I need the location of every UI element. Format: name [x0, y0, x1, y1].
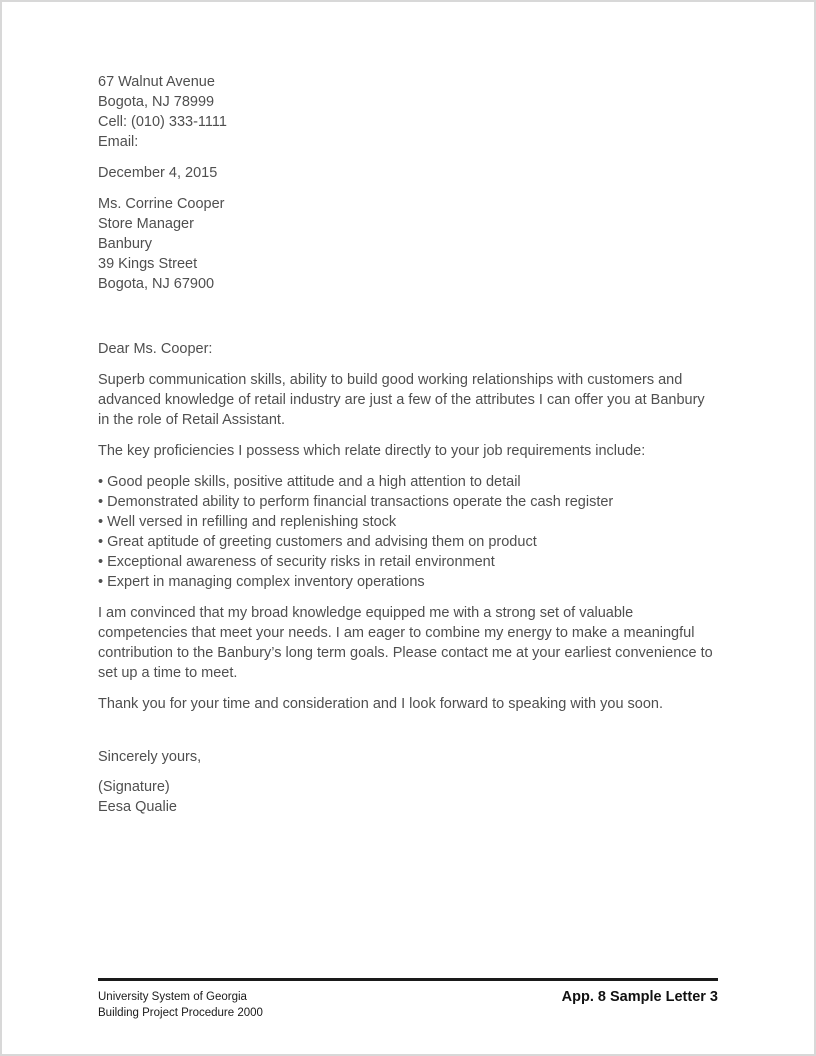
list-item: • Good people skills, positive attitude and a high attention to detail: [98, 474, 521, 490]
recipient-address-block: [98, 194, 718, 294]
footer-doc: Building Project Procedure 2000: [98, 1007, 263, 1019]
sender-address-line1: 67 Walnut Avenue: [98, 74, 215, 90]
list-item: • Well versed in refilling and replenishing stock: [98, 514, 397, 530]
paragraph-closing1: I am convinced that my broad knowledge equipped me with a strong set of valuable competencies that meet your needs. I am eager to combine my energy to make a meaningful contribution to the Banbury’s long term goals. Please contact me at your earliest convenience to set up a time to meet.: [98, 605, 713, 681]
sender-address-line2: Bogota, NJ 78999: [98, 94, 215, 110]
date-block: [98, 163, 718, 183]
paragraph-proficiencies-lead: The key proficiencies I possess which relate directly to your job requirements include:: [98, 443, 646, 459]
spacer: [98, 767, 718, 777]
footer-divider: [98, 978, 718, 981]
list-item: • Exceptional awareness of security risks in retail environment: [98, 554, 495, 570]
paragraph-closing2: Thank you for your time and consideration and I look forward to speaking with you soon.: [98, 696, 664, 712]
footer-appendix-label: App. 8 Sample Letter 3: [561, 989, 718, 1005]
footer-row: [98, 989, 718, 1021]
sender-address-block: [98, 72, 718, 152]
letter-date: December 4, 2015: [98, 165, 218, 181]
letter-body: [98, 72, 718, 817]
proficiencies-list: [98, 472, 718, 592]
sender-name: Eesa Qualie: [98, 799, 177, 815]
signature-block: [98, 747, 718, 817]
recipient-street: 39 Kings Street: [98, 256, 198, 272]
footer-org: University System of Georgia: [98, 991, 247, 1003]
spacer: [98, 305, 718, 339]
list-item: • Demonstrated ability to perform financial transactions operate the cash register: [98, 494, 614, 510]
page-footer: [98, 978, 718, 1021]
recipient-title: Store Manager: [98, 216, 194, 232]
footer-left-text: [98, 989, 263, 1021]
list-item: • Great aptitude of greeting customers and advising them on product: [98, 534, 537, 550]
paragraph-intro: Superb communication skills, ability to build good working relationships with customers and advanced knowledge of retail industry are just a few of the attributes I can offer you at Banbury in the role of Retail Assistant.: [98, 372, 705, 428]
salutation: Dear Ms. Cooper:: [98, 341, 213, 357]
recipient-company: Banbury: [98, 236, 153, 252]
sender-email: Email:: [98, 134, 139, 150]
spacer: [98, 725, 718, 747]
recipient-name: Ms. Corrine Cooper: [98, 196, 225, 212]
list-item: • Expert in managing complex inventory operations: [98, 574, 425, 590]
recipient-city: Bogota, NJ 67900: [98, 276, 215, 292]
signature-placeholder: (Signature): [98, 779, 170, 795]
closing-salutation: Sincerely yours,: [98, 749, 202, 765]
sender-cell: Cell: (010) 333-1111: [98, 114, 227, 130]
